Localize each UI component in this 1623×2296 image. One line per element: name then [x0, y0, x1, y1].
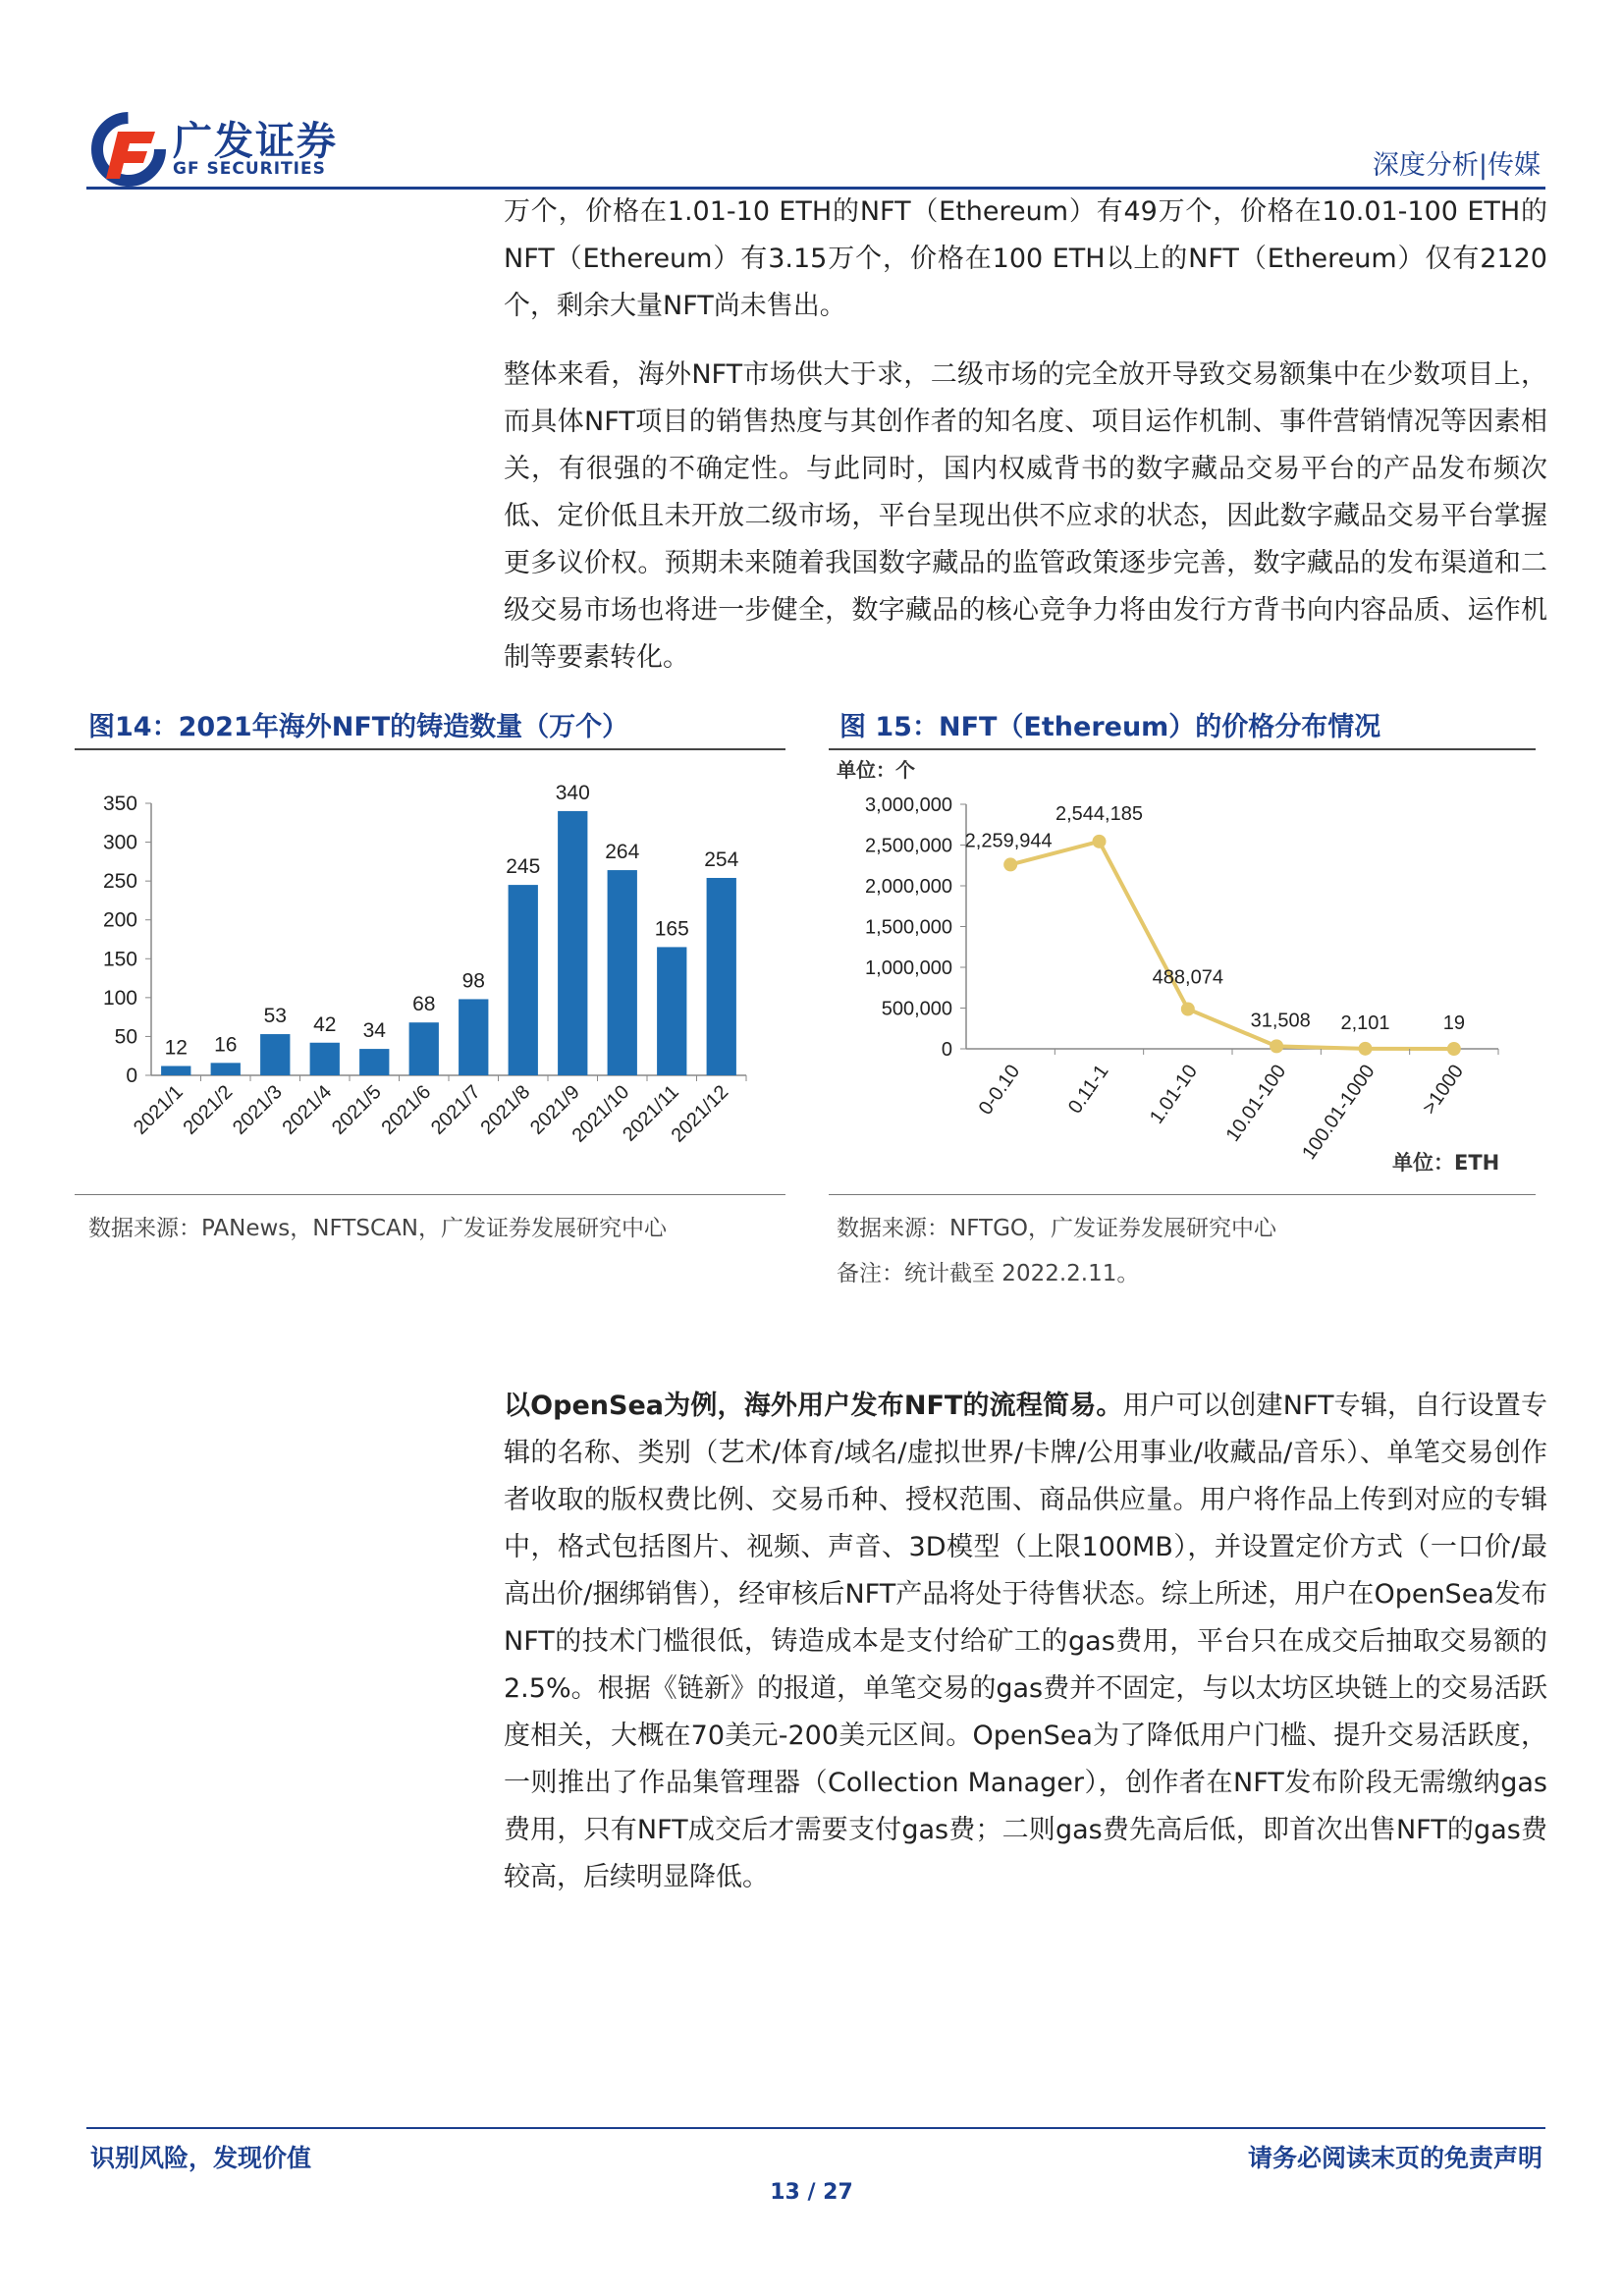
point-data-label: 2,544,185 — [1055, 802, 1143, 825]
figure-14-bar-chart — [75, 756, 785, 1188]
figure-14-bottom-rule — [75, 1194, 785, 1195]
data-point — [1003, 857, 1017, 871]
x-tick-label: 2021/1 — [129, 1080, 188, 1139]
data-point — [1359, 1042, 1373, 1056]
figure-15-x-unit: 单位：ETH — [1392, 1151, 1500, 1175]
figure-14-top-rule — [75, 748, 785, 750]
x-tick-label: 0-0.10 — [974, 1061, 1025, 1120]
x-tick-label: 2021/7 — [426, 1080, 485, 1139]
paragraph-2-text: 整体来看，海外NFT市场供大于求，二级市场的完全放开导致交易额集中在少数项目上，而具体NFT项目的销售热度与其创作者的知名度、项目运作机制、事件营销情况等因素相关，有很强的不确定性。与此同时，国内权威背书的数字藏品交易平台的产品发布频次低、定价低且未开放二级市场，平台呈现出供不应求的状态，因此数字藏品交易平台掌握更多议价权。预期未来随着我国数字藏品的监管政策逐步完善，数字藏品的发布渠道和二级交易市场也将进一步健全，数字藏品的核心竞争力将由发行方背书向内容品质、运作机制等要素转化。 — [504, 359, 1547, 673]
y-tick-label: 0 — [941, 1039, 952, 1061]
data-point — [1270, 1039, 1283, 1053]
figure-15-source: 数据来源：NFTGO，广发证券发展研究中心 — [837, 1216, 1277, 1241]
page-number: 13 / 27 — [770, 2180, 853, 2205]
figure-14-title: 图14：2021年海外NFT的铸造数量（万个） — [88, 712, 629, 742]
point-data-label: 488,074 — [1152, 966, 1223, 989]
y-tick-label: 100 — [102, 986, 137, 1010]
bar — [608, 870, 637, 1075]
bar-data-label: 34 — [362, 1019, 386, 1043]
data-point — [1093, 835, 1107, 848]
bar — [558, 811, 587, 1075]
x-tick-label: 2021/10 — [568, 1080, 634, 1147]
point-data-label: 19 — [1442, 1011, 1465, 1034]
x-tick-label: 2021/8 — [476, 1080, 535, 1139]
x-tick-label: 2021/11 — [619, 1080, 683, 1146]
paragraph-3-lead: 以OpenSea为例，海外用户发布NFT的流程简易。 — [504, 1391, 1123, 1421]
y-tick-label: 1,000,000 — [865, 957, 952, 979]
y-tick-label: 350 — [102, 793, 137, 815]
y-tick-label: 250 — [102, 870, 137, 894]
logo-text-cn: 广发证券 — [173, 119, 338, 164]
x-tick-label: 0.11-1 — [1063, 1061, 1113, 1119]
figure-15-note: 备注：统计截至 2022.2.11。 — [837, 1261, 1140, 1286]
point-data-label: 2,259,944 — [964, 830, 1053, 852]
y-tick-label: 2,500,000 — [865, 835, 952, 857]
bar — [211, 1063, 241, 1075]
bar — [310, 1043, 340, 1075]
x-tick-label: 2021/3 — [228, 1080, 287, 1139]
y-tick-label: 150 — [102, 948, 137, 971]
bar-data-label: 16 — [214, 1033, 238, 1057]
logo-mark-icon — [90, 110, 167, 187]
bar — [260, 1034, 290, 1075]
bar — [707, 878, 736, 1075]
x-tick-label: 2021/12 — [667, 1080, 733, 1147]
bar — [409, 1022, 439, 1075]
paragraph-3-text — [504, 1383, 1547, 1901]
y-tick-label: 500,000 — [881, 998, 952, 1020]
bar-data-label: 68 — [412, 993, 436, 1016]
y-tick-label: 200 — [102, 908, 137, 932]
figure-15-title: 图 15：NFT（Ethereum）的价格分布情况 — [839, 712, 1381, 742]
bar-data-label: 53 — [263, 1005, 287, 1028]
bar-data-label: 98 — [461, 969, 485, 993]
paragraph-1-text: 万个，价格在1.01-10 ETH的NFT（Ethereum）有49万个，价格在10.01-100 ETH的NFT（Ethereum）有3.15万个，价格在100 ETH以上的NFT（Ethereum）仅有2120个，剩余大量NFT尚未售出。 — [504, 196, 1547, 321]
bar — [161, 1066, 190, 1075]
figure-15-top-rule — [829, 748, 1536, 750]
y-tick-label: 1,500,000 — [865, 916, 952, 939]
figure-15-bottom-rule — [829, 1194, 1536, 1195]
x-tick-label: 2021/4 — [278, 1080, 337, 1139]
point-data-label: 31,508 — [1250, 1010, 1311, 1032]
point-data-label: 2,101 — [1340, 1011, 1390, 1034]
x-tick-label: 2021/2 — [179, 1080, 238, 1139]
data-point — [1447, 1042, 1461, 1056]
x-tick-label: >1000 — [1418, 1061, 1468, 1119]
figure-14-source: 数据来源：PANews，NFTSCAN，广发证券发展研究中心 — [88, 1216, 667, 1241]
bar-data-label: 42 — [313, 1012, 337, 1036]
bar-data-label: 254 — [704, 847, 739, 871]
x-tick-label: 2021/5 — [327, 1080, 386, 1139]
company-logo — [90, 110, 375, 189]
bar — [509, 885, 538, 1075]
y-tick-label: 3,000,000 — [865, 794, 952, 816]
paragraph-3 — [504, 1383, 1547, 1901]
paragraph-1 — [504, 189, 1547, 330]
bar — [459, 999, 488, 1075]
data-point — [1181, 1002, 1195, 1015]
figure-15-line-chart — [829, 781, 1536, 1174]
x-tick-label: 2021/6 — [377, 1080, 436, 1139]
x-tick-label: 1.01-10 — [1145, 1061, 1202, 1128]
paragraph-2 — [504, 352, 1547, 682]
bar-data-label: 12 — [164, 1036, 188, 1060]
logo-text-en: GF SECURITIES — [173, 159, 326, 179]
bar — [657, 947, 686, 1075]
footer-disclaimer-link[interactable]: 请务必阅读末页的免责声明 — [1247, 2144, 1542, 2172]
y-tick-label: 50 — [114, 1025, 137, 1049]
footer-divider — [86, 2127, 1545, 2129]
bar-data-label: 245 — [506, 855, 541, 879]
y-tick-label: 2,000,000 — [865, 876, 952, 898]
figure-15-y-unit: 单位：个 — [837, 758, 915, 782]
footer-slogan: 识别风险，发现价值 — [90, 2144, 312, 2172]
x-tick-label: 10.01-100 — [1221, 1061, 1291, 1146]
bar — [359, 1049, 389, 1075]
y-tick-label: 0 — [126, 1065, 137, 1087]
bar-data-label: 340 — [555, 781, 590, 804]
bar-data-label: 264 — [605, 841, 640, 864]
y-tick-label: 300 — [102, 831, 137, 854]
x-tick-label: 100.01-1000 — [1298, 1061, 1380, 1164]
section-label: 深度分析|传媒 — [1372, 150, 1541, 181]
bar-data-label: 165 — [654, 917, 689, 941]
x-tick-label: 2021/9 — [525, 1080, 584, 1139]
paragraph-3-body: 用户可以创建NFT专辑，自行设置专辑的名称、类别（艺术/体育/域名/虚拟世界/卡牌/公用事业/收藏品/音乐）、单笔交易创作者收取的版权费比例、交易币种、授权范围、商品供应量。用户将作品上传到对应的专辑中，格式包括图片、视频、声音、3D模型（上限100MB），并设置定价方式（一口价/最高出价/捆绑销售），经审核后NFT产品将处于待售状态。综上所述，用户在OpenSea发布NFT的技术门槛很低，铸造成本是支付给矿工的gas费用，平台只在成交后抽取交易额的2.5%。根据《链新》的报道，单笔交易的gas费并不固定，与以太坊区块链上的交易活跃度相关，大概在70美元-200美元区间。OpenSea为了降低用户门槛、提升交易活跃度，一则推出了作品集管理器（Collection Manager），创作者在NFT发布阶段无需缴纳gas费用，只有NFT成交后才需要支付gas费；二则gas费先高后低，即首次出售NFT的gas费较高，后续明显降低。 — [504, 1391, 1547, 1892]
